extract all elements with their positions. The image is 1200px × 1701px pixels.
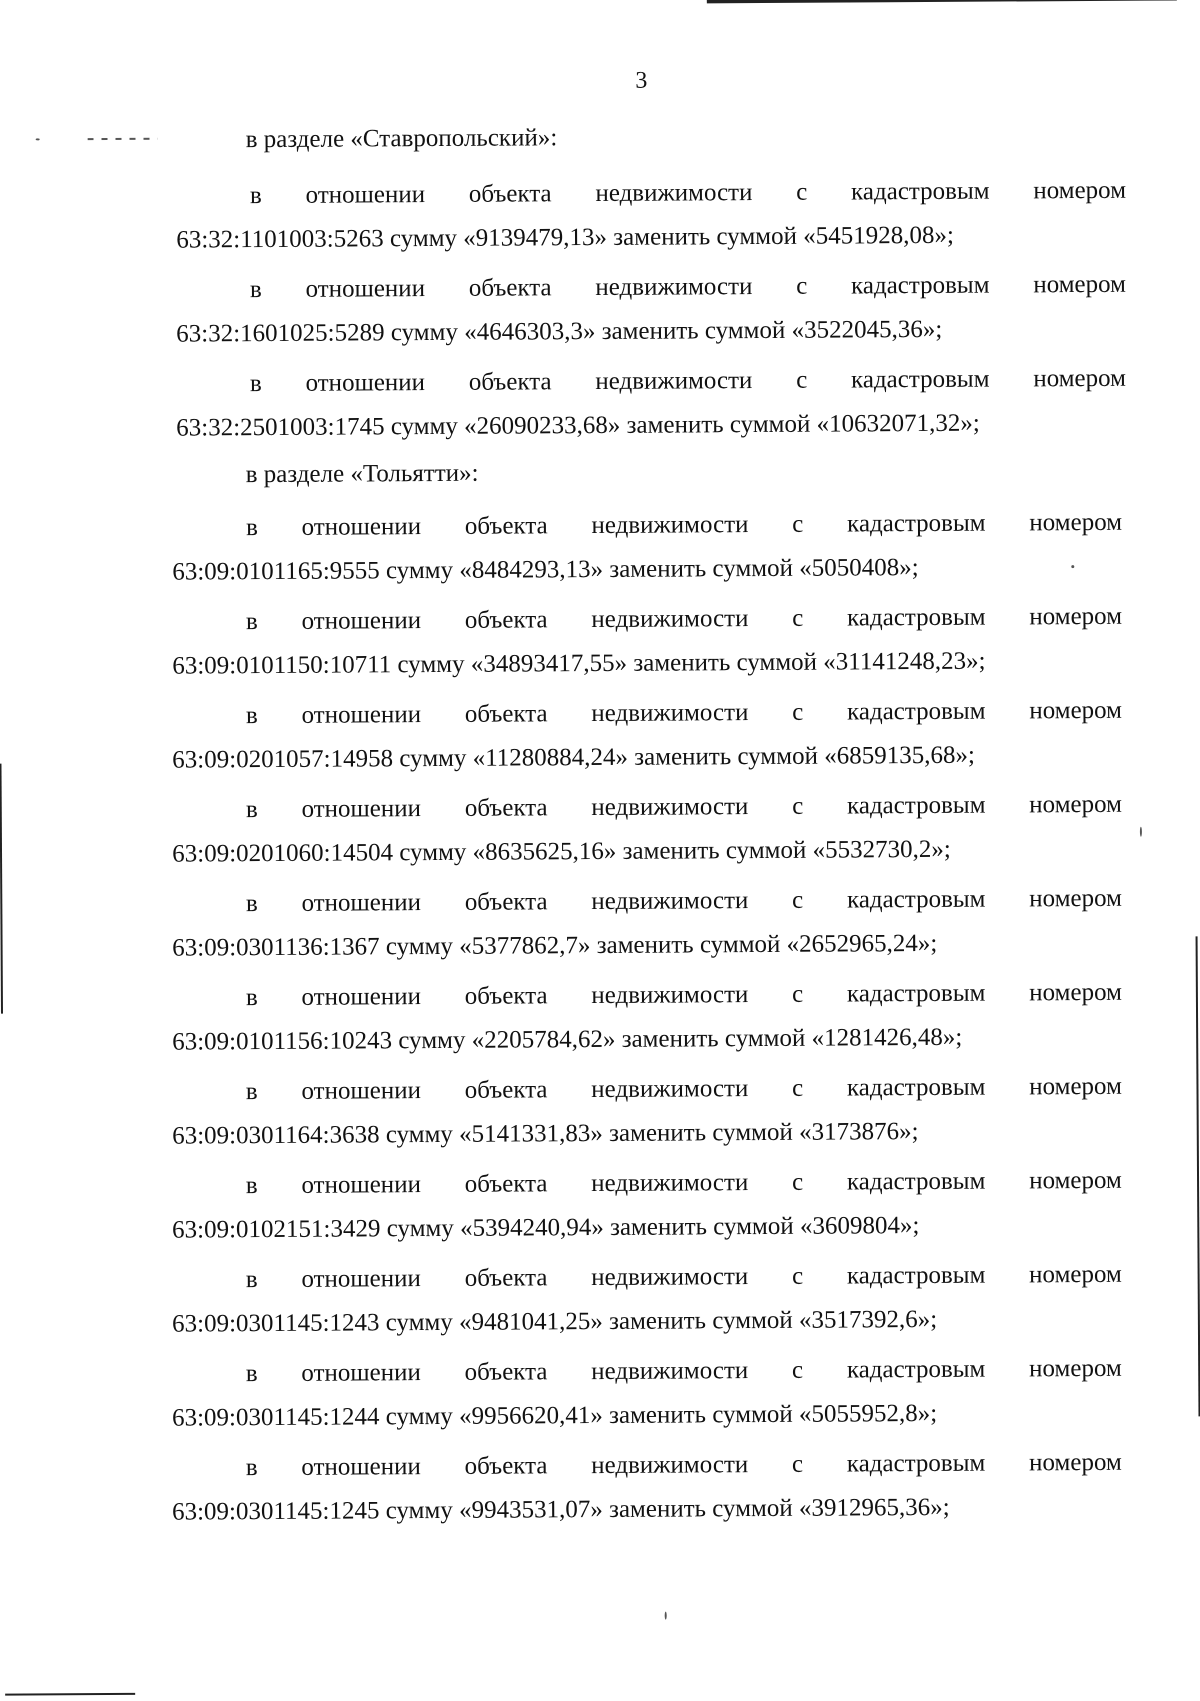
entry-intro-word: недвижимости <box>595 367 753 396</box>
entry-intro-word: в <box>245 702 258 730</box>
entry-cadastral-line: 63:32:1101003:5263 сумму «9139479,13» заменить суммой «5451928,08»; <box>176 221 954 254</box>
entry-intro-word: отношении <box>301 607 422 635</box>
entry-intro-word: с <box>796 272 808 300</box>
entry-cadastral-line: 63:09:0301136:1367 сумму «5377862,7» заменить суммой «2652965,24»; <box>172 929 938 962</box>
entry-cadastral-line: 63:09:0301145:1245 сумму «9943531,07» заменить суммой «3912965,36»; <box>171 1493 950 1526</box>
entry-intro-word: объекта <box>464 606 548 634</box>
entry-intro-word: в <box>245 1172 258 1200</box>
entry-intro-word: отношении <box>301 513 422 541</box>
entry-intro-word: недвижимости <box>591 605 749 634</box>
entry-intro-line <box>172 689 1122 739</box>
entry-intro-word: в <box>245 796 258 824</box>
entry-intro-word: с <box>796 366 808 394</box>
entry-intro-word: объекта <box>464 794 548 822</box>
entry-intro-line <box>176 169 1126 219</box>
entry-intro-word: номером <box>1033 364 1127 393</box>
entry-intro-word: в <box>245 514 258 542</box>
entry-cadastral-line: 63:09:0301145:1243 сумму «9481041,25» заменить суммой «3517392,6»; <box>172 1305 938 1338</box>
entry-intro-word: объекта <box>464 1358 548 1386</box>
entry-intro-word: номером <box>1029 790 1123 819</box>
entry-intro-line <box>176 263 1126 313</box>
entry-intro-line <box>172 595 1122 645</box>
entry-intro-word: кадастровым <box>846 1355 986 1384</box>
scan-edge-right <box>1196 936 1200 1416</box>
entry-cadastral-line: 63:09:0201060:14504 сумму «8635625,16» заменить суммой «5532730,2»; <box>172 835 951 868</box>
entry-intro-word: номером <box>1029 884 1122 913</box>
entry-intro-word: отношении <box>301 983 422 1011</box>
entry-intro-word: недвижимости <box>591 1451 749 1480</box>
entry-intro-word: недвижимости <box>591 793 749 822</box>
entry-intro-word: кадастровым <box>846 885 986 914</box>
entry-intro-word: номером <box>1029 1166 1122 1195</box>
entry-intro-word: в <box>249 276 262 304</box>
entry-intro-word: отношении <box>305 275 426 303</box>
entry-intro-word: недвижимости <box>591 981 749 1010</box>
entry-intro-word: номером <box>1029 1354 1122 1383</box>
entry-intro-line <box>172 971 1122 1021</box>
entry-intro-word: номером <box>1033 176 1127 205</box>
entry-intro-word: номером <box>1029 1072 1122 1101</box>
entry-intro-word: недвижимости <box>591 1263 749 1292</box>
amendment-entry <box>172 877 1123 971</box>
scan-speck <box>36 138 40 140</box>
entry-cadastral-line: 63:32:2501003:1745 сумму «26090233,68» заменить суммой «10632071,32»; <box>176 409 980 442</box>
amendment-entry <box>172 971 1123 1065</box>
entry-intro-word: объекта <box>464 1452 548 1480</box>
entry-intro-word: недвижимости <box>591 511 749 540</box>
entry-intro-word: отношении <box>301 1359 421 1387</box>
section-title-stavropolsky: в разделе «Ставропольский»: <box>245 124 558 154</box>
scan-speck <box>665 1612 667 1620</box>
entry-intro-word: объекта <box>464 700 548 728</box>
entry-intro-word: с <box>796 178 808 206</box>
entry-intro-word: в <box>245 1360 258 1388</box>
entry-intro-word: объекта <box>464 982 548 1010</box>
entry-intro-word: кадастровым <box>850 365 990 394</box>
entry-intro-word: кадастровым <box>846 1073 986 1102</box>
entry-intro-line <box>176 357 1126 407</box>
entry-intro-line <box>172 1253 1122 1303</box>
amendment-entry <box>176 263 1127 357</box>
scan-edge-left <box>0 764 3 1014</box>
amendment-entry <box>176 357 1127 451</box>
entry-intro-word: с <box>791 1356 804 1384</box>
entry-intro-word: с <box>792 510 804 538</box>
amendment-entry <box>172 783 1123 877</box>
entry-cadastral-line: 63:09:0101150:10711 сумму «34893417,55» заменить суммой «31141248,23»; <box>172 647 986 680</box>
scan-speck <box>1140 827 1142 837</box>
entry-intro-word: номером <box>1029 602 1123 631</box>
page-number: 3 <box>635 67 648 94</box>
entry-intro-word: недвижимости <box>591 1357 749 1386</box>
entry-intro-word: недвижимости <box>591 1169 749 1198</box>
entry-intro-word: недвижимости <box>591 1075 749 1104</box>
scan-edge-top <box>707 0 1177 3</box>
entry-intro-word: в <box>249 182 262 210</box>
entry-cadastral-line: 63:09:0102151:3429 сумму «5394240,94» заменить суммой «3609804»; <box>172 1212 920 1244</box>
entry-cadastral-line: 63:09:0301145:1244 сумму «9956620,41» заменить суммой «5055952,8»; <box>171 1399 938 1432</box>
entry-intro-word: с <box>792 886 804 914</box>
entry-intro-word: кадастровым <box>851 177 990 206</box>
entry-intro-word: с <box>792 604 804 632</box>
entry-intro-word: номером <box>1029 1260 1122 1289</box>
entry-intro-word: с <box>791 1262 804 1290</box>
entry-intro-word: объекта <box>468 368 552 396</box>
entry-intro-word: объекта <box>464 888 548 916</box>
entry-intro-word: кадастровым <box>846 979 986 1008</box>
entry-intro-word: объекта <box>468 180 552 208</box>
entry-intro-word: отношении <box>301 1171 421 1199</box>
entry-cadastral-line: 63:09:0201057:14958 сумму «11280884,24» заменить суммой «6859135,68»; <box>172 741 975 774</box>
entry-intro-word: объекта <box>464 512 548 540</box>
entry-intro-line <box>172 1159 1122 1209</box>
amendment-entry <box>172 1441 1123 1535</box>
section-title-togliatti: в разделе «Тольятти»: <box>245 459 479 489</box>
entry-intro-word: номером <box>1029 508 1123 537</box>
entry-intro-word: кадастровым <box>847 509 986 538</box>
entry-intro-word: кадастровым <box>846 1261 986 1290</box>
entry-intro-word: объекта <box>464 1264 548 1292</box>
entry-intro-word: с <box>792 792 804 820</box>
entry-intro-word: объекта <box>468 274 552 302</box>
entry-intro-word: в <box>245 1266 258 1294</box>
entry-intro-word: с <box>791 1168 804 1196</box>
scan-edge-bottom <box>5 1693 135 1696</box>
entry-cadastral-line: 63:09:0301164:3638 сумму «5141331,83» заменить суммой «3173876»; <box>172 1118 919 1150</box>
amendment-entry <box>172 1065 1123 1159</box>
entry-intro-word: в <box>245 890 258 918</box>
entry-intro-word: номером <box>1029 1448 1122 1477</box>
entry-intro-word: кадастровым <box>850 271 990 300</box>
entry-intro-word: кадастровым <box>847 603 986 632</box>
entry-intro-word: в <box>245 984 258 1012</box>
amendment-entry <box>172 501 1123 595</box>
entry-intro-word: номером <box>1029 696 1123 725</box>
entry-intro-word: с <box>792 980 804 1008</box>
entry-cadastral-line: 63:09:0101156:10243 сумму «2205784,62» заменить суммой «1281426,48»; <box>172 1023 963 1056</box>
amendment-entry <box>172 1253 1123 1347</box>
amendment-entry <box>172 1159 1123 1253</box>
entry-intro-word: с <box>791 1074 804 1102</box>
entry-intro-word: отношении <box>301 1265 421 1293</box>
entry-intro-word: в <box>245 1078 258 1106</box>
entry-cadastral-line: 63:09:0101165:9555 сумму «8484293,13» заменить суммой «5050408»; <box>172 554 919 586</box>
scan-speck <box>88 138 158 140</box>
entry-intro-word: недвижимости <box>595 179 753 208</box>
entry-intro-word: отношении <box>301 795 422 823</box>
entry-intro-word: с <box>791 1450 804 1478</box>
entry-intro-line <box>172 1065 1122 1115</box>
amendment-entry <box>172 689 1123 783</box>
amendment-entry <box>172 595 1123 689</box>
entry-intro-word: отношении <box>301 1077 422 1105</box>
entry-intro-word: кадастровым <box>846 791 986 820</box>
entry-intro-word: отношении <box>301 889 422 917</box>
entry-intro-word: кадастровым <box>846 697 986 726</box>
entry-intro-word: кадастровым <box>846 1167 986 1196</box>
entry-intro-word: недвижимости <box>591 699 749 728</box>
entry-intro-word: отношении <box>305 369 426 397</box>
amendment-entry <box>172 1347 1123 1441</box>
entry-intro-line <box>172 877 1122 927</box>
entry-intro-word: номером <box>1029 978 1122 1007</box>
entry-intro-line <box>172 501 1122 551</box>
entry-intro-line <box>172 783 1122 833</box>
entry-intro-word: номером <box>1033 270 1127 299</box>
entry-intro-word: недвижимости <box>595 273 753 302</box>
entry-intro-word: объекта <box>464 1076 548 1104</box>
entry-intro-word: объекта <box>464 1170 548 1198</box>
entry-intro-word: отношении <box>301 701 422 729</box>
entry-intro-line <box>172 1347 1122 1397</box>
entry-intro-word: отношении <box>305 181 426 209</box>
entry-intro-word: отношении <box>301 1453 421 1481</box>
entry-intro-word: недвижимости <box>591 887 749 916</box>
entry-intro-word: в <box>245 1454 258 1482</box>
entry-intro-word: с <box>792 698 804 726</box>
entry-cadastral-line: 63:32:1601025:5289 сумму «4646303,3» заменить суммой «3522045,36»; <box>176 315 943 348</box>
entry-intro-word: в <box>245 608 258 636</box>
entry-intro-line <box>172 1441 1122 1491</box>
entry-intro-word: кадастровым <box>846 1449 986 1478</box>
entry-intro-word: в <box>249 370 262 398</box>
amendment-entry <box>176 169 1127 263</box>
